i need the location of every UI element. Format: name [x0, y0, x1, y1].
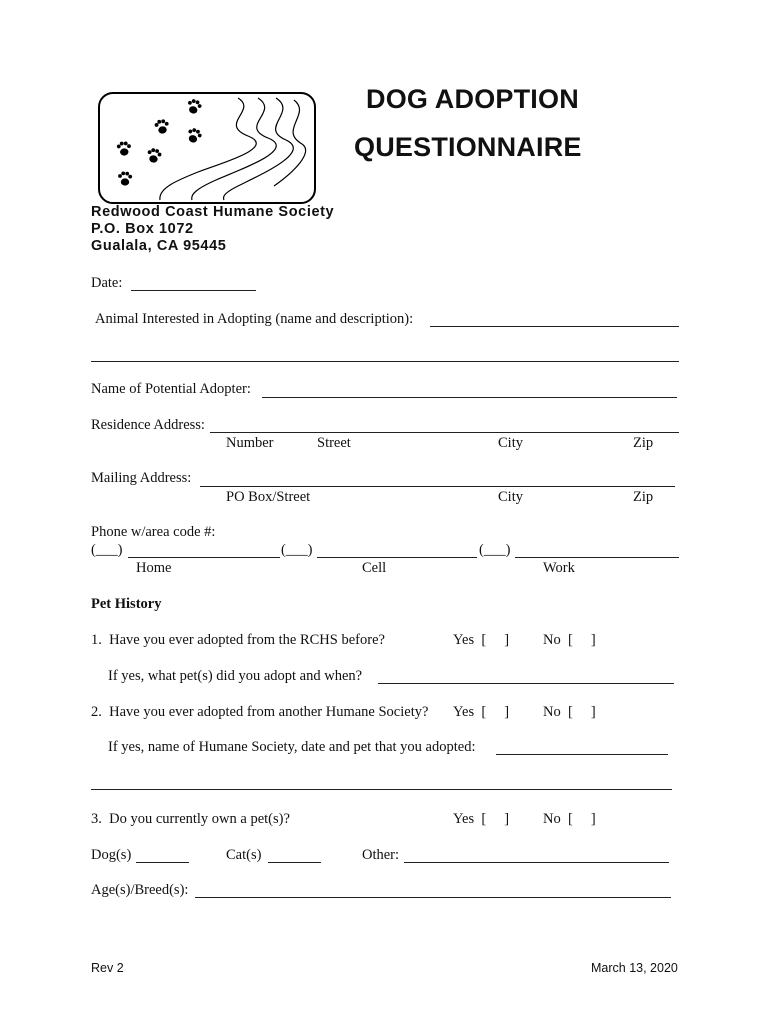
animal-interested-field[interactable]	[430, 326, 679, 327]
question-3-yes-checkbox[interactable]: Yes [ ]	[453, 811, 510, 827]
logo	[90, 74, 308, 186]
organization-po-box: P.O. Box 1072	[91, 221, 194, 237]
adopter-name-label: Name of Potential Adopter:	[91, 381, 251, 397]
adopter-name-field[interactable]	[262, 397, 677, 398]
question-2-followup-field[interactable]	[496, 754, 668, 755]
phone-cell-area-code[interactable]: (___)	[281, 542, 313, 558]
age-breed-label: Age(s)/Breed(s):	[91, 882, 189, 898]
phone-work-area-code[interactable]: (___)	[479, 542, 511, 558]
question-2-yes-checkbox[interactable]: Yes [ ]	[453, 704, 510, 720]
other-label: Other:	[362, 847, 400, 863]
phone-cell-field[interactable]	[317, 557, 477, 558]
other-field[interactable]	[404, 862, 669, 863]
question-1-yes-checkbox[interactable]: Yes [ ]	[453, 632, 510, 648]
phone-cell-caption: Cell	[362, 560, 387, 576]
page-title-line2: QUESTIONNAIRE	[354, 132, 582, 162]
phone-label: Phone w/area code #:	[91, 524, 216, 540]
question-1-followup-field[interactable]	[378, 683, 674, 684]
date-field[interactable]	[131, 290, 256, 291]
residence-street-caption: Street	[317, 435, 351, 451]
residence-address-field[interactable]	[210, 432, 679, 433]
question-2-no-checkbox[interactable]: No [ ]	[543, 704, 596, 720]
dogs-field[interactable]	[136, 862, 189, 863]
residence-zip-caption: Zip	[633, 435, 654, 451]
page-title-line1: DOG ADOPTION	[366, 84, 579, 114]
question-1: 1. Have you ever adopted from the RCHS before?	[91, 632, 385, 648]
cats-field[interactable]	[268, 862, 321, 863]
residence-city-caption: City	[498, 435, 523, 451]
animal-interested-label: Animal Interested in Adopting (name and description):	[95, 311, 414, 327]
question-1-followup: If yes, what pet(s) did you adopt and when?	[108, 668, 363, 684]
phone-work-caption: Work	[543, 560, 575, 576]
residence-number-caption: Number	[226, 435, 274, 451]
age-breed-field[interactable]	[195, 897, 671, 898]
organization-city-state-zip: Gualala, CA 95445	[91, 238, 227, 254]
footer-date: March 13, 2020	[591, 961, 678, 975]
paw-prints-logo-icon	[98, 92, 316, 204]
dogs-label: Dog(s)	[91, 847, 132, 863]
cats-label: Cat(s)	[226, 847, 262, 863]
pet-history-heading: Pet History	[91, 596, 162, 612]
phone-work-field[interactable]	[515, 557, 679, 558]
organization-name: Redwood Coast Humane Society	[91, 204, 335, 220]
mailing-address-field[interactable]	[200, 486, 675, 487]
question-3: 3. Do you currently own a pet(s)?	[91, 811, 290, 827]
mailing-address-label: Mailing Address:	[91, 470, 192, 486]
mailing-zip-caption: Zip	[633, 489, 654, 505]
phone-home-area-code[interactable]: (___)	[91, 542, 123, 558]
residence-address-label: Residence Address:	[91, 417, 205, 433]
question-2-followup: If yes, name of Humane Society, date and pet that you adopted:	[108, 739, 476, 755]
question-1-no-checkbox[interactable]: No [ ]	[543, 632, 596, 648]
animal-interested-field-continued[interactable]	[91, 361, 679, 362]
question-2-followup-field-continued[interactable]	[91, 789, 672, 790]
question-3-no-checkbox[interactable]: No [ ]	[543, 811, 596, 827]
date-label: Date:	[91, 275, 123, 291]
phone-home-caption: Home	[136, 560, 172, 576]
question-2: 2. Have you ever adopted from another Humane Society?	[91, 704, 429, 720]
mailing-po-box-caption: PO Box/Street	[226, 489, 311, 505]
footer-revision: Rev 2	[91, 961, 124, 975]
mailing-city-caption: City	[498, 489, 523, 505]
phone-home-field[interactable]	[128, 557, 280, 558]
